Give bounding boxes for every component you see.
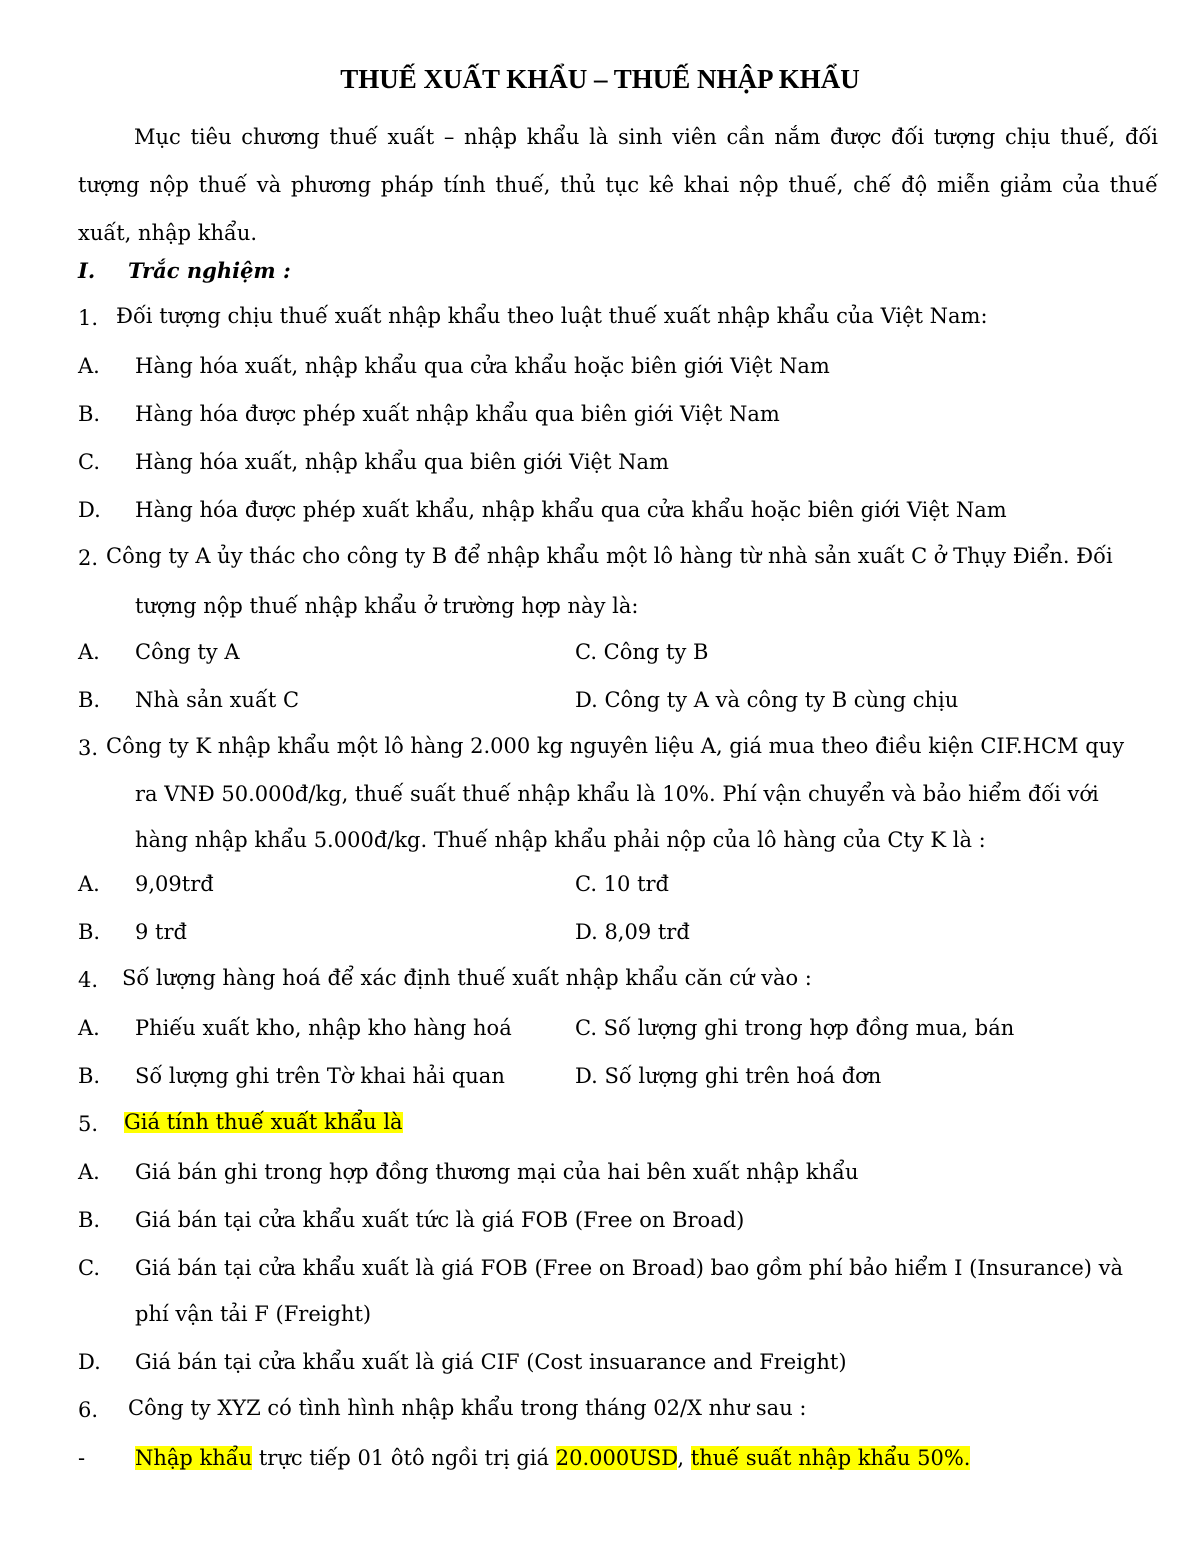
q1-option-b-label: B. xyxy=(78,402,101,426)
q5-option-a-label: A. xyxy=(78,1160,100,1184)
q3-option-b-label: B. xyxy=(78,920,101,944)
q5-option-b: Giá bán tại cửa khẩu xuất tức là giá FOB (Free on Broad) xyxy=(135,1208,745,1232)
q5-option-d-label: D. xyxy=(78,1350,101,1374)
q5-option-c-label: C. xyxy=(78,1256,100,1280)
q3-option-d: D. 8,09 trđ xyxy=(575,920,690,944)
q3-option-b: 9 trđ xyxy=(135,920,187,944)
q2-option-a-label: A. xyxy=(78,640,100,664)
intro-text: Mục tiêu chương thuế xuất – nhập khẩu là sinh viên cần nắm được đối tượng chịu thuế, đối tượng nộp thuế và phương pháp tính thuế, thủ tục kê khai nộp thuế, chế độ miễn giảm của thuế xuất, nhập khẩu. xyxy=(78,125,1158,245)
q2-option-a: Công ty A xyxy=(135,640,240,664)
q6-item-text-1: trực tiếp 01 ôtô ngồi trị giá xyxy=(252,1446,556,1470)
q5-option-b-label: B. xyxy=(78,1208,101,1232)
q4-text: Số lượng hàng hoá để xác định thuế xuất nhập khẩu căn cứ vào : xyxy=(122,966,812,990)
q1-option-d-label: D. xyxy=(78,498,101,522)
q4-option-b-label: B. xyxy=(78,1064,101,1088)
q6-number: 6. xyxy=(78,1398,99,1422)
q3-text-line3: hàng nhập khẩu 5.000đ/kg. Thuế nhập khẩu phải nộp của lô hàng của Cty K là : xyxy=(135,828,986,852)
q1-option-c: Hàng hóa xuất, nhập khẩu qua biên giới Việt Nam xyxy=(135,450,669,474)
q6-item-highlight-1: Nhập khẩu xyxy=(135,1446,253,1470)
section-heading: Trắc nghiệm : xyxy=(128,258,291,283)
q2-option-b-label: B. xyxy=(78,688,101,712)
q6-text: Công ty XYZ có tình hình nhập khẩu trong tháng 02/X như sau : xyxy=(128,1396,807,1420)
q1-option-c-label: C. xyxy=(78,450,100,474)
q1-option-a: Hàng hóa xuất, nhập khẩu qua cửa khẩu hoặc biên giới Việt Nam xyxy=(135,354,830,378)
q1-option-a-label: A. xyxy=(78,354,100,378)
q1-text: Đối tượng chịu thuế xuất nhập khẩu theo luật thuế xuất nhập khẩu của Việt Nam: xyxy=(116,304,988,328)
q3-option-c: C. 10 trđ xyxy=(575,872,669,896)
q3-text-line1: Công ty K nhập khẩu một lô hàng 2.000 kg nguyên liệu A, giá mua theo điều kiện CIF.HCM quy xyxy=(106,734,1125,758)
q4-option-a-label: A. xyxy=(78,1016,100,1040)
q4-option-c: C. Số lượng ghi trong hợp đồng mua, bán xyxy=(575,1016,1015,1040)
q4-option-d: D. Số lượng ghi trên hoá đơn xyxy=(575,1064,882,1088)
q1-number: 1. xyxy=(78,306,99,330)
q5-option-c-line1: Giá bán tại cửa khẩu xuất là giá FOB (Free on Broad) bao gồm phí bảo hiểm I (Insurance) và xyxy=(135,1256,1123,1280)
q2-number: 2. xyxy=(78,546,99,570)
q1-option-d: Hàng hóa được phép xuất khẩu, nhập khẩu qua cửa khẩu hoặc biên giới Việt Nam xyxy=(135,498,1007,522)
q6-item-highlight-3: thuế suất nhập khẩu 50%. xyxy=(690,1446,971,1470)
q3-option-a: 9,09trđ xyxy=(135,872,214,896)
q2-option-b: Nhà sản xuất C xyxy=(135,688,300,712)
q1-option-b: Hàng hóa được phép xuất nhập khẩu qua biên giới Việt Nam xyxy=(135,402,780,426)
q3-number: 3. xyxy=(78,736,99,760)
q4-option-b: Số lượng ghi trên Tờ khai hải quan xyxy=(135,1064,505,1088)
q5-option-c-line2: phí vận tải F (Freight) xyxy=(135,1302,372,1326)
q6-item-highlight-2: 20.000USD xyxy=(555,1446,678,1470)
q6-item-text-2: , xyxy=(677,1446,691,1470)
q2-option-d: D. Công ty A và công ty B cùng chịu xyxy=(575,688,959,712)
q3-option-a-label: A. xyxy=(78,872,100,896)
q5-option-d: Giá bán tại cửa khẩu xuất là giá CIF (Cost insuarance and Freight) xyxy=(135,1350,847,1374)
q6-bullet: - xyxy=(78,1446,86,1470)
document-title: THUẾ XUẤT KHẨU – THUẾ NHẬP KHẨU xyxy=(340,64,860,94)
q5-option-a: Giá bán ghi trong hợp đồng thương mại của hai bên xuất nhập khẩu xyxy=(135,1160,859,1184)
q2-option-c: C. Công ty B xyxy=(575,640,709,664)
q2-text-line2: tượng nộp thuế nhập khẩu ở trường hợp này là: xyxy=(135,594,639,618)
intro-paragraph xyxy=(78,113,1158,257)
q5-number: 5. xyxy=(78,1112,99,1136)
section-number: I. xyxy=(78,258,96,283)
q2-text-line1: Công ty A ủy thác cho công ty B để nhập khẩu một lô hàng từ nhà sản xuất C ở Thụy Điển. Đối xyxy=(106,544,1113,568)
q4-number: 4. xyxy=(78,968,99,992)
q6-item xyxy=(135,1446,970,1470)
q4-option-a: Phiếu xuất kho, nhập kho hàng hoá xyxy=(135,1016,512,1040)
q3-text-line2: ra VNĐ 50.000đ/kg, thuế suất thuế nhập khẩu là 10%. Phí vận chuyển và bảo hiểm đối với xyxy=(135,782,1099,806)
q5-text-highlighted: Giá tính thuế xuất khẩu là xyxy=(124,1110,403,1134)
